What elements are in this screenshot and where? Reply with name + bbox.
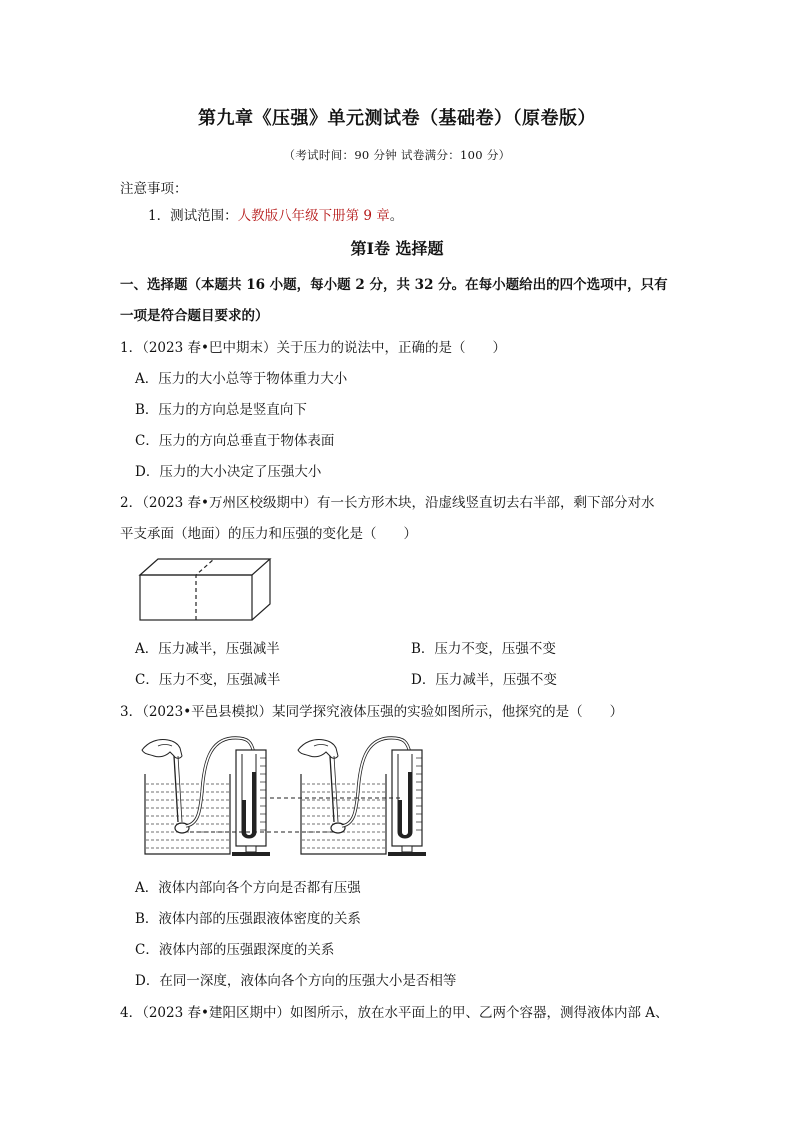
question-2-stem-line1: 2．（2023 春•万州区校级期中）有一长方形木块，沿虚线竖直切去右半部，剩下部分对水 — [120, 495, 655, 511]
question-1-option-d[interactable]: D．压力的大小决定了压强大小 — [135, 464, 322, 480]
question-2-option-c[interactable]: C．压力不变，压强减半 — [135, 672, 281, 688]
question-1-option-c[interactable]: C．压力的方向总垂直于物体表面 — [135, 433, 335, 449]
question-3-option-a[interactable]: A．液体内部向各个方向是否都有压强 — [135, 880, 361, 896]
question-3-option-d[interactable]: D．在同一深度，液体向各个方向的压强大小是否相等 — [135, 973, 457, 989]
wooden-block-figure — [136, 556, 276, 626]
question-3-stem: 3．（2023•平邑县模拟）某同学探究液体压强的实验如图所示，他探究的是（ ） — [120, 704, 624, 720]
question-1-stem: 1．（2023 春•巴中期末）关于压力的说法中，正确的是（ ） — [120, 340, 506, 356]
question-2-stem-line2: 平支承面（地面）的压力和压强的变化是（ ） — [120, 526, 417, 542]
question-3-option-c[interactable]: C．液体内部的压强跟深度的关系 — [135, 942, 335, 958]
question-3-option-b[interactable]: B．液体内部的压强跟液体密度的关系 — [135, 911, 361, 927]
notice-item-1 — [148, 204, 403, 224]
part1-instructions-line2: 一项是符合题目要求的） — [120, 308, 269, 324]
question-2-option-d[interactable]: D．压力减半，压强不变 — [411, 672, 557, 688]
exam-info: （考试时间：90 分钟 试卷满分：100 分） — [283, 148, 511, 162]
question-1-option-a[interactable]: A．压力的大小总等于物体重力大小 — [135, 371, 348, 387]
question-4-stem: 4．（2023 春•建阳区期中）如图所示，放在水平面上的甲、乙两个容器，测得液体内部 A、 — [120, 1005, 669, 1021]
question-2-option-a[interactable]: A．压力减半，压强减半 — [135, 641, 280, 657]
notice-item-prefix: 1．测试范围： — [148, 208, 238, 224]
question-1-option-b[interactable]: B．压力的方向总是竖直向下 — [135, 402, 307, 418]
liquid-pressure-experiment-figure — [140, 732, 430, 862]
notice-item-suffix: 。 — [389, 208, 404, 224]
question-2-option-b[interactable]: B．压力不变，压强不变 — [411, 641, 556, 657]
notice-heading: 注意事项： — [120, 181, 188, 197]
section-title: 第Ⅰ卷 选择题 — [350, 239, 444, 258]
page-title: 第九章《压强》单元测试卷（基础卷）（原卷版） — [198, 108, 596, 129]
part1-instructions-line1: 一、选择题（本题共 16 小题，每小题 2 分，共 32 分。在每小题给出的四个选项中，只有 — [120, 277, 668, 293]
notice-item-highlight: 人教版八年级下册第 9 章 — [237, 208, 390, 224]
